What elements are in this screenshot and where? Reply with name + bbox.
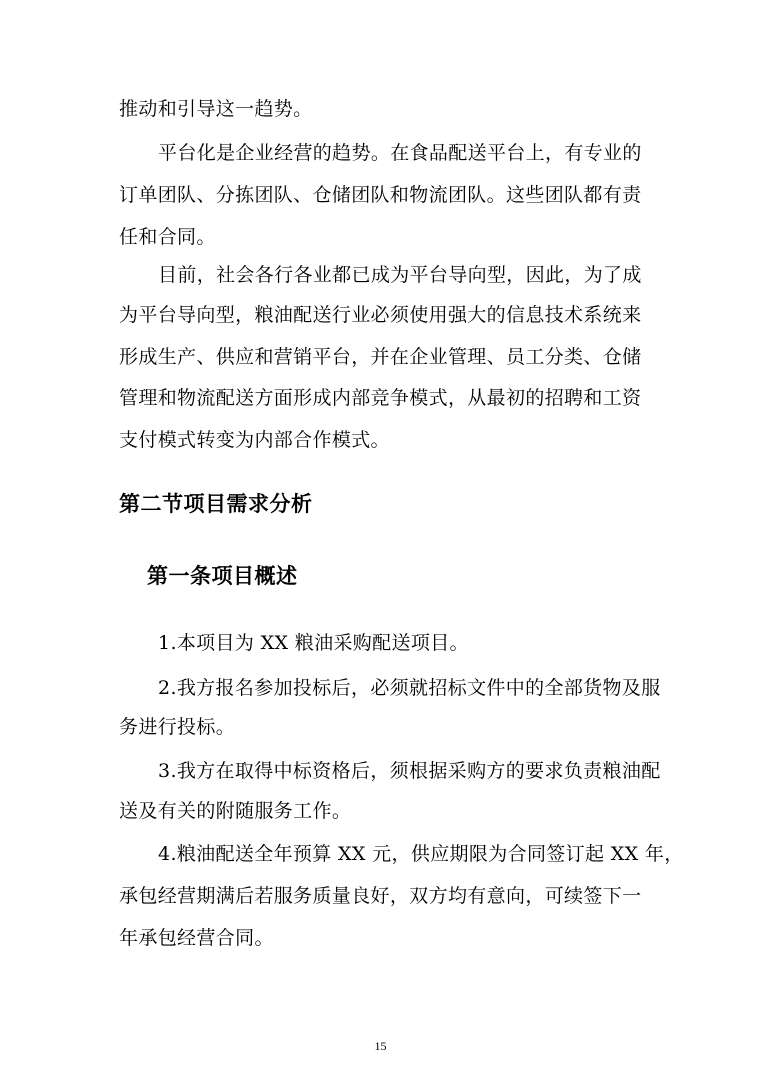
text-line: 务进行投标。 <box>119 716 236 738</box>
text-line: 4.粮油配送全年预算 XX 元，供应期限为合同签订起 XX 年， <box>158 843 684 865</box>
text-line: 为平台导向型，粮油配送行业必须使用强大的信息技术系统来 <box>119 304 642 326</box>
text-line: 3.我方在取得中标资格后，须根据采购方的要求负责粮油配 <box>158 760 661 782</box>
text-line: 形成生产、供应和营销平台，并在企业管理、员工分类、仓储 <box>119 346 642 368</box>
text-line: 承包经营期满后若服务质量良好，双方均有意向，可续签下一 <box>119 885 642 907</box>
text-line: 订单团队、分拣团队、仓储团队和物流团队。这些团队都有责 <box>119 184 642 206</box>
text-line: 管理和物流配送方面形成内部竞争模式，从最初的招聘和工资 <box>119 387 642 409</box>
text-line: 平台化是企业经营的趋势。在食品配送平台上，有专业的 <box>158 142 642 164</box>
text-line: 送及有关的附随服务工作。 <box>119 800 352 822</box>
text-line: 目前，社会各行各业都已成为平台导向型，因此，为了成 <box>158 264 642 286</box>
text-line: 任和合同。 <box>119 226 216 248</box>
text-line: 2.我方报名参加投标后，必须就招标文件中的全部货物及服 <box>158 677 661 699</box>
text-line: 支付模式转变为内部合作模式。 <box>119 429 390 451</box>
article-title: 第一条项目概述 <box>147 563 298 588</box>
section-title: 第二节项目需求分析 <box>119 491 313 516</box>
text-line: 1.本项目为 XX 粮油采购配送项目。 <box>158 632 469 654</box>
text-line: 推动和引导这一趋势。 <box>119 98 313 120</box>
page-number: 15 <box>374 1039 387 1053</box>
text-line: 年承包经营合同。 <box>119 927 274 949</box>
